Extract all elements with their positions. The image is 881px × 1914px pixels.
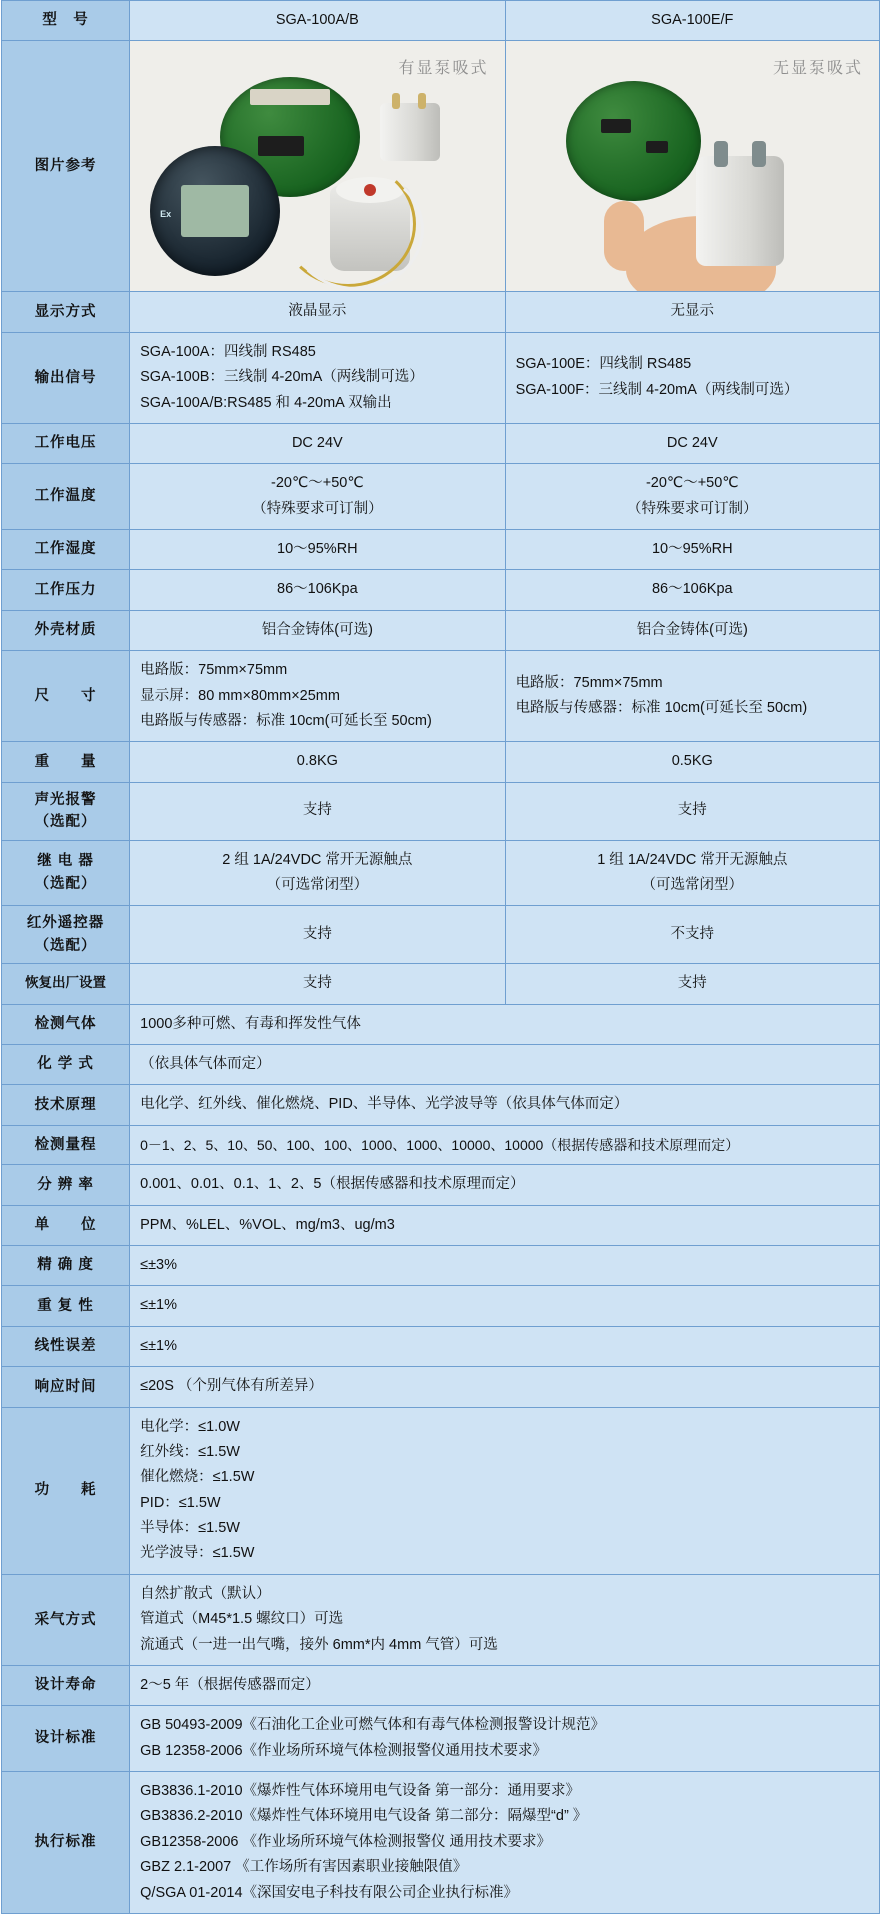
repeatability-value: ≤±1%: [130, 1286, 880, 1326]
execution-standard-line: GB3836.2-2010《爆炸性气体环境用电气设备 第二部分：隔爆型“d” 》: [140, 1808, 588, 1825]
header-col-2: SGA-100E/F: [505, 1, 879, 41]
row-label-sampling-method: 采气方式: [2, 1574, 130, 1665]
header-col-1: SGA-100A/B: [130, 1, 505, 41]
table-row-accuracy: [2, 1246, 880, 1286]
power-line: PID：≤1.5W: [140, 1494, 221, 1511]
pressure-col1: 86～106Kpa: [130, 570, 505, 610]
table-row-housing-material: [2, 610, 880, 650]
table-row-output-signal: [2, 332, 880, 423]
row-label-ir-remote: 红外遥控器 （选配）: [2, 906, 130, 964]
relay-col1: [130, 840, 505, 906]
sensor-pin-icon: [418, 93, 426, 109]
product-photo-cell-2: [505, 41, 879, 292]
table-row-design-life: [2, 1665, 880, 1705]
table-row-ir-remote: [2, 906, 880, 964]
row-label-chemical-formula: 化 学 式: [2, 1045, 130, 1085]
dimensions-line: 显示屏：80 mm×80mm×25mm: [140, 687, 340, 704]
audible-alarm-col2: 支持: [505, 782, 879, 840]
design-standard-line: GB 50493-2009《石油化工企业可燃气体和有毒气体检测报警设计规范》: [140, 1717, 606, 1734]
power-line: 电化学：≤1.0W: [140, 1418, 240, 1435]
row-label-housing-material: 外壳材质: [2, 610, 130, 650]
temperature-col2: [505, 464, 879, 530]
linearity-error-value: ≤±1%: [130, 1326, 880, 1366]
factory-reset-col1: 支持: [130, 964, 505, 1004]
audible-alarm-col1: 支持: [130, 782, 505, 840]
table-row-unit: [2, 1205, 880, 1245]
table-row-detected-gas: [2, 1004, 880, 1044]
row-label-power-consumption: 功 耗: [2, 1407, 130, 1574]
row-label-measuring-range: 检测量程: [2, 1125, 130, 1165]
output-signal-col1: [130, 332, 505, 423]
table-row-sampling-method: [2, 1574, 880, 1665]
table-row-chemical-formula: [2, 1045, 880, 1085]
power-line: 红外线：≤1.5W: [140, 1443, 240, 1460]
relay-col2: [505, 840, 879, 906]
output-signal-line: SGA-100B：三线制 4-20mA（两线制可选）: [140, 369, 424, 386]
row-label-image-reference: 图片参考: [2, 41, 130, 292]
pcb-chip-icon: [601, 119, 631, 133]
row-label-weight: 重 量: [2, 742, 130, 782]
pcb-terminal-icon: [250, 89, 330, 105]
temperature-line: （特殊要求可订制）: [252, 500, 383, 517]
table-row-pressure: [2, 570, 880, 610]
product-photo-cell-1: [130, 41, 505, 292]
sensor-port-icon: [752, 141, 766, 167]
power-line: 催化燃烧：≤1.5W: [140, 1469, 255, 1486]
dimensions-col1: [130, 651, 505, 742]
factory-reset-col2: 支持: [505, 964, 879, 1004]
row-label-design-standard: 设计标准: [2, 1706, 130, 1772]
power-line: 光学波导：≤1.5W: [140, 1545, 255, 1562]
resolution-value: 0.001、0.01、0.1、1、2、5（根据传感器和技术原理而定）: [130, 1165, 880, 1205]
table-row-audible-alarm: [2, 782, 880, 840]
relay-line: 2 组 1A/24VDC 常开无源触点: [222, 851, 413, 868]
execution-standard-value: [130, 1772, 880, 1914]
row-label-dimensions: 尺 寸: [2, 651, 130, 742]
row-label-factory-reset: 恢复出厂设置: [2, 964, 130, 1004]
temperature-line: -20℃～+50℃: [645, 475, 739, 492]
product-photo-2: [506, 41, 879, 291]
row-label-response-time: 响应时间: [2, 1367, 130, 1407]
table-row-voltage: [2, 423, 880, 463]
row-label-technical-principle: 技术原理: [2, 1085, 130, 1125]
output-signal-line: SGA-100E：四线制 RS485: [515, 356, 692, 373]
measuring-range-value: 0－1、2、5、10、50、100、100、1000、1000、10000、10000（根据传感器和技术原理而定）: [130, 1125, 880, 1165]
row-label-detected-gas: 检测气体: [2, 1004, 130, 1044]
table-header-row: [2, 1, 880, 41]
design-standard-line: GB 12358-2006《作业场所环境气体检测报警仪通用技术要求》: [140, 1742, 548, 1759]
header-label-model: 型 号: [2, 1, 130, 41]
sampling-line: 自然扩散式（默认）: [140, 1585, 271, 1602]
temperature-line: -20℃～+50℃: [271, 475, 364, 492]
table-row-display-type: [2, 292, 880, 332]
pcb-board-icon: [566, 81, 701, 201]
row-label-temperature: 工作温度: [2, 464, 130, 530]
table-row-factory-reset: [2, 964, 880, 1004]
table-row-power-consumption: [2, 1407, 880, 1574]
housing-material-col1: 铝合金铸体(可选): [130, 610, 505, 650]
temperature-line: （特殊要求可订制）: [627, 500, 758, 517]
execution-standard-line: GB12358-2006 《作业场所环境气体检测报警仪 通用技术要求》: [140, 1833, 552, 1850]
table-row-technical-principle: [2, 1085, 880, 1125]
table-row-response-time: [2, 1367, 880, 1407]
table-row-humidity: [2, 530, 880, 570]
cable-icon: [288, 169, 424, 290]
table-row-design-standard: [2, 1706, 880, 1772]
dimensions-line: 电路版与传感器：标准 10cm(可延长至 50cm): [140, 712, 432, 729]
row-label-voltage: 工作电压: [2, 423, 130, 463]
display-type-col1: 液晶显示: [130, 292, 505, 332]
photo-caption-2: 无显泵吸式: [772, 60, 863, 78]
detected-gas-value: 1000多种可燃、有毒和挥发性气体: [130, 1004, 880, 1044]
voltage-col1: DC 24V: [130, 423, 505, 463]
temperature-col1: [130, 464, 505, 530]
pressure-col2: 86～106Kpa: [505, 570, 879, 610]
execution-standard-line: GB3836.1-2010《爆炸性气体环境用电气设备 第一部分：通用要求》: [140, 1783, 581, 1799]
sensor-cap-icon: [380, 103, 440, 161]
table-row-linearity-error: [2, 1326, 880, 1366]
pcb-chip-icon: [646, 141, 668, 153]
voltage-col2: DC 24V: [505, 423, 879, 463]
table-row-weight: [2, 742, 880, 782]
execution-standard-line: Q/SGA 01-2014《深国安电子科技有限公司企业执行标准》: [140, 1884, 519, 1901]
relay-line: （可选常闭型）: [641, 876, 744, 893]
design-standard-value: [130, 1706, 880, 1772]
dimensions-line: 电路版：75mm×75mm: [140, 662, 288, 679]
relay-line: （可选常闭型）: [266, 876, 369, 893]
table-row-measuring-range: [2, 1125, 880, 1165]
power-consumption-value: [130, 1407, 880, 1574]
output-signal-col2: [505, 332, 879, 423]
output-signal-line: SGA-100F：三线制 4-20mA（两线制可选）: [515, 381, 799, 398]
table-row-temperature: [2, 464, 880, 530]
table-row-relay: [2, 840, 880, 906]
table-row-image: [2, 41, 880, 292]
row-label-design-life: 设计寿命: [2, 1665, 130, 1705]
sampling-method-value: [130, 1574, 880, 1665]
dimensions-line: 电路版：75mm×75mm: [515, 674, 663, 691]
row-label-execution-standard: 执行标准: [2, 1772, 130, 1914]
table-row-resolution: [2, 1165, 880, 1205]
ir-remote-col1: 支持: [130, 906, 505, 964]
relay-line: 1 组 1A/24VDC 常开无源触点: [597, 851, 788, 868]
sampling-line: 流通式（一进一出气嘴，接外 6mm*内 4mm 气管）可选: [140, 1636, 498, 1653]
product-photo-1: [130, 41, 504, 291]
row-label-unit: 单 位: [2, 1205, 130, 1245]
specification-table: [1, 0, 880, 1914]
sampling-line: 管道式（M45*1.5 螺纹口）可选: [140, 1611, 344, 1628]
sensor-port-icon: [714, 141, 728, 167]
housing-material-col2: 铝合金铸体(可选): [505, 610, 879, 650]
weight-col2: 0.5KG: [505, 742, 879, 782]
display-type-col2: 无显示: [505, 292, 879, 332]
ir-remote-col2: 不支持: [505, 906, 879, 964]
lcd-screen-icon: [181, 185, 249, 237]
power-line: 半导体：≤1.5W: [140, 1520, 240, 1536]
humidity-col1: 10～95%RH: [130, 530, 505, 570]
technical-principle-value: 电化学、红外线、催化燃烧、PID、半导体、光学波导等（依具体气体而定）: [130, 1085, 880, 1125]
row-label-audible-alarm: 声光报警 （选配）: [2, 782, 130, 840]
row-label-display-type: 显示方式: [2, 292, 130, 332]
row-label-pressure: 工作压力: [2, 570, 130, 610]
output-signal-line: SGA-100A/B:RS485 和 4-20mA 双输出: [140, 394, 392, 411]
weight-col1: 0.8KG: [130, 742, 505, 782]
table-row-dimensions: [2, 651, 880, 742]
row-label-repeatability: 重 复 性: [2, 1286, 130, 1326]
row-label-output-signal: 输出信号: [2, 332, 130, 423]
humidity-col2: 10～95%RH: [505, 530, 879, 570]
photo-caption-1: 有显泵吸式: [398, 60, 489, 78]
dimensions-line: 电路版与传感器：标准 10cm(可延长至 50cm): [515, 700, 808, 717]
design-life-value: 2～5 年（根据传感器而定）: [130, 1665, 880, 1705]
chemical-formula-value: （依具体气体而定）: [130, 1045, 880, 1085]
accuracy-value: ≤±3%: [130, 1246, 880, 1286]
meter-ex-mark: Ex: [160, 209, 172, 220]
table-row-execution-standard: [2, 1772, 880, 1914]
row-label-accuracy: 精 确 度: [2, 1246, 130, 1286]
sensor-housing-icon: [696, 156, 784, 266]
row-label-relay: 继 电 器 （选配）: [2, 840, 130, 906]
dimensions-col2: [505, 651, 879, 742]
pcb-chip-icon: [258, 136, 304, 156]
output-signal-line: SGA-100A：四线制 RS485: [140, 343, 316, 360]
hand-icon: [604, 201, 644, 271]
table-row-repeatability: [2, 1286, 880, 1326]
response-time-value: ≤20S （个别气体有所差异）: [130, 1367, 880, 1407]
row-label-humidity: 工作湿度: [2, 530, 130, 570]
unit-value: PPM、%LEL、%VOL、mg/m3、ug/m3: [130, 1205, 880, 1245]
execution-standard-line: GBZ 2.1-2007 《工作场所有害因素职业接触限值》: [140, 1859, 468, 1876]
row-label-linearity-error: 线性误差: [2, 1326, 130, 1366]
row-label-resolution: 分 辨 率: [2, 1165, 130, 1205]
sensor-pin-icon: [392, 93, 400, 109]
